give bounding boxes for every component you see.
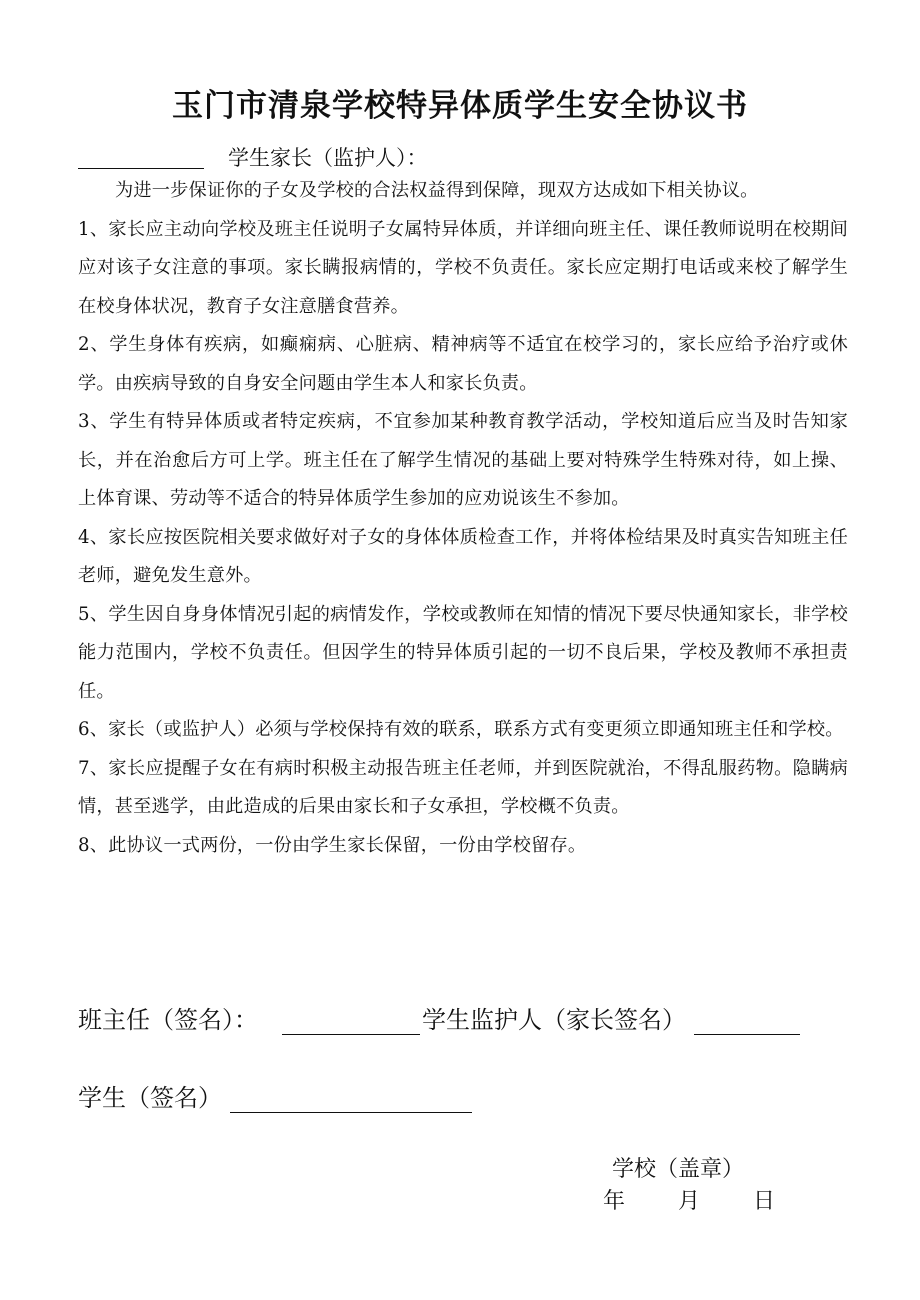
salutation-line — [78, 142, 428, 172]
teacher-signature-blank[interactable] — [282, 1006, 420, 1035]
student-signature-label: 学生（签名） — [78, 1084, 222, 1112]
guardian-signature-blank[interactable] — [694, 1006, 800, 1035]
clause-5: 5、学生因自身身体情况引起的病情发作，学校或教师在知情的情况下要尽快通知家长，非学校能力范围内，学校不负责任。但因学生的特异体质引起的一切不良后果，学校及教师不承担责任。 — [78, 603, 848, 702]
school-seal-label: 学校（盖章） — [612, 1157, 745, 1182]
salutation-text: 学生家长（监护人）： — [228, 146, 428, 170]
agreement-body — [78, 172, 848, 865]
clause-3: 3、学生有特异体质或者特定疾病，不宜参加某种教育教学活动，学校知道后应当及时告知家长，并在治愈后方可上学。班主任在了解学生情况的基础上要对特殊学生特殊对待，如上操、上体育课、劳动等不适合的特异体质学生参加的应劝说该生不参加。 — [78, 411, 848, 509]
document-title: 玉门市清泉学校特异体质学生安全协议书 — [172, 88, 748, 124]
clause-6: 6、家长（或监护人）必须与学校保持有效的联系，联系方式有变更须立即通知班主任和学校。 — [78, 719, 844, 740]
clause-2: 2、学生身体有疾病，如癫痫病、心脏病、精神病等不适宜在校学习的，家长应给予治疗或休学。由疾病导致的自身安全问题由学生本人和家长负责。 — [78, 334, 848, 394]
guardian-signature-label: 学生监护人（家长签名） — [422, 1006, 686, 1034]
teacher-signature-label: 班主任（签名）： — [78, 1006, 258, 1034]
student-signature-blank[interactable] — [230, 1084, 472, 1113]
date-line — [603, 1184, 775, 1215]
clause-7: 7、家长应提醒子女在有病时积极主动报告班主任老师，并到医院就治，不得乱服药物。隐瞒病情，甚至逃学，由此造成的后果由家长和子女承担，学校概不负责。 — [78, 757, 848, 817]
date-day: 日 — [752, 1189, 775, 1214]
parent-name-blank[interactable] — [78, 146, 204, 169]
intro-paragraph: 为进一步保证你的子女及学校的合法权益得到保障，现双方达成如下相关协议。 — [115, 180, 759, 201]
clause-1: 1、家长应主动向学校及班主任说明子女属特异体质，并详细向班主任、课任教师说明在校期间应对该子女注意的事项。家长瞒报病情的，学校不负责任。家长应定期打电话或来校了解学生在校身体状况，教育子女注意膳食营养。 — [78, 218, 848, 317]
signature-row-teacher-guardian — [78, 1000, 800, 1035]
date-year: 年 — [603, 1189, 626, 1214]
date-month: 月 — [677, 1189, 700, 1214]
clause-4: 4、家长应按医院相关要求做好对子女的身体体质检查工作，并将体检结果及时真实告知班主任老师，避免发生意外。 — [78, 526, 848, 586]
clause-8: 8、此协议一式两份，一份由学生家长保留，一份由学校留存。 — [78, 834, 587, 856]
signature-row-student — [78, 1078, 472, 1113]
